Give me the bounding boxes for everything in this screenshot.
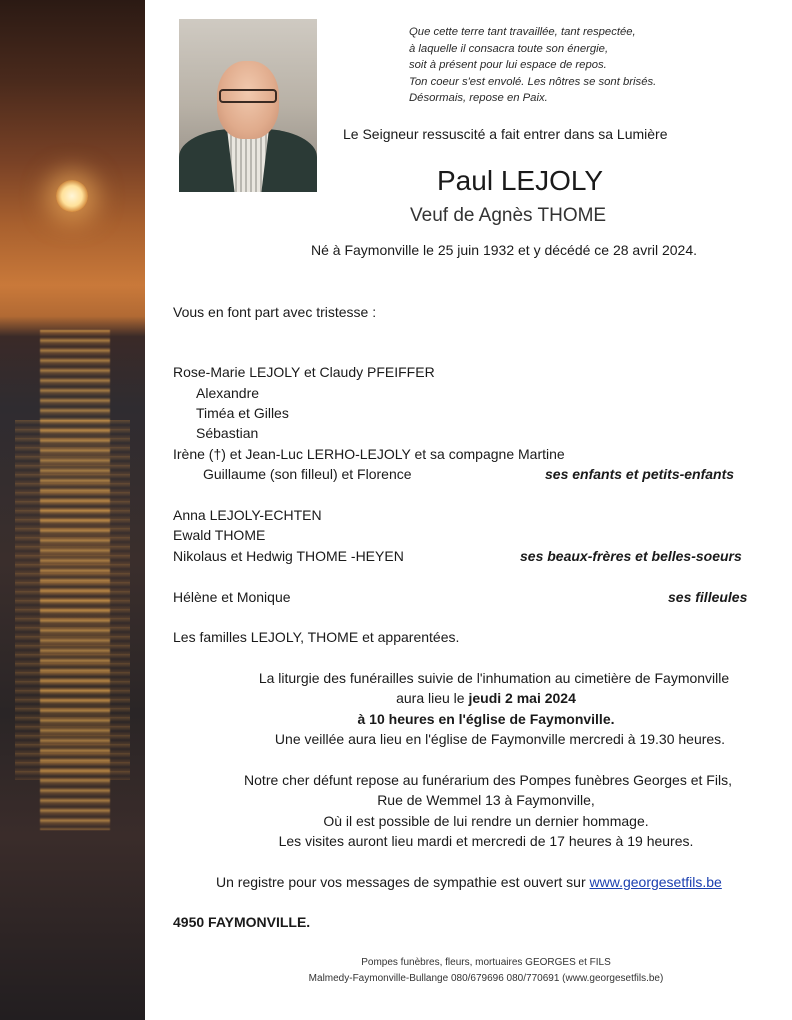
poem-line: à laquelle il consacra toute son énergie, <box>409 42 609 55</box>
poem <box>409 24 656 107</box>
sun <box>56 180 88 212</box>
family-line: Ewald THOME <box>173 527 266 543</box>
family-line: Anna LEJOLY-ECHTEN <box>173 507 322 523</box>
portrait-glasses <box>219 89 277 103</box>
relation-goddaughters: ses filleules <box>668 589 748 605</box>
family-line: Irène (†) et Jean-Luc LERHO-LEJOLY et sa compagne Martine <box>173 446 565 462</box>
poem-line: soit à présent pour lui espace de repos. <box>409 59 607 71</box>
registry-text: Un registre pour vos messages de sympathie est ouvert sur <box>216 874 590 890</box>
service-time-line: à 10 heures en l'église de Faymonville. <box>357 711 615 727</box>
address-line: Rue de Wemmel 13 à Faymonville, <box>377 792 595 808</box>
family-line: Timéa et Gilles <box>196 405 289 421</box>
relation-inlaws: ses beaux-frères et belles-soeurs <box>520 548 742 564</box>
family-line: Sébastian <box>196 425 259 441</box>
service-line: La liturgie des funérailles suivie de l'inhumation au cimetière de Faymonville <box>258 670 730 686</box>
vigil-line: Une veillée aura lieu en l'église de Faymonville mercredi à 19.30 heures. <box>274 731 726 747</box>
poem-line: Que cette terre tant travaillée, tant respectée, <box>409 26 636 38</box>
family-line: Rose-Marie LEJOLY et Claudy PFEIFFER <box>173 364 435 380</box>
portrait-photo <box>179 19 317 192</box>
service-date-line <box>180 690 792 706</box>
family-line: Les familles LEJOLY, THOME et apparentées. <box>173 629 460 645</box>
website-link[interactable]: www.georgesetfils.be <box>589 874 722 890</box>
poem-line: Ton coeur s'est envolé. Les nôtres se sont brisés. <box>409 75 657 88</box>
service-date: jeudi 2 mai 2024 <box>468 690 576 706</box>
family-line: Guillaume (son filleul) et Florence <box>203 466 412 482</box>
registry-line <box>216 874 722 890</box>
sunset-banner <box>0 0 145 1020</box>
postal-line: 4950 FAYMONVILLE. <box>173 914 311 930</box>
deceased-name: Paul LEJOLY <box>437 165 604 196</box>
birth-death-line: Né à Faymonville le 25 juin 1932 et y décédé ce 28 avril 2024. <box>311 242 698 258</box>
service-text: aura lieu le <box>396 690 469 706</box>
family-line: Hélène et Monique <box>173 589 291 605</box>
spouse-line: Veuf de Agnès THOME <box>410 205 607 226</box>
poem-line: Désormais, repose en Paix. <box>409 92 548 104</box>
repose-line: Notre cher défunt repose au funérarium des Pompes funèbres Georges et Fils, <box>244 772 732 788</box>
sun-reflection <box>40 330 110 830</box>
family-line: Nikolaus et Hedwig THOME -HEYEN <box>173 548 404 564</box>
family-line: Alexandre <box>196 385 260 401</box>
visits-line: Les visites auront lieu mardi et mercredi de 17 heures à 19 heures. <box>278 833 694 849</box>
intro-line: Le Seigneur ressuscité a fait entrer dans sa Lumière <box>343 126 668 142</box>
relation-children: ses enfants et petits-enfants <box>545 466 735 482</box>
tribute-line: Où il est possible de lui rendre un dernier hommage. <box>323 813 649 829</box>
announce-line: Vous en font part avec tristesse : <box>173 304 377 320</box>
footer-contact: Malmedy-Faymonville-Bullange 080/679696 080/770691 (www.georgesetfils.be) <box>308 973 664 984</box>
footer-line: Pompes funèbres, fleurs, mortuaires GEORGES et FILS <box>361 957 611 968</box>
